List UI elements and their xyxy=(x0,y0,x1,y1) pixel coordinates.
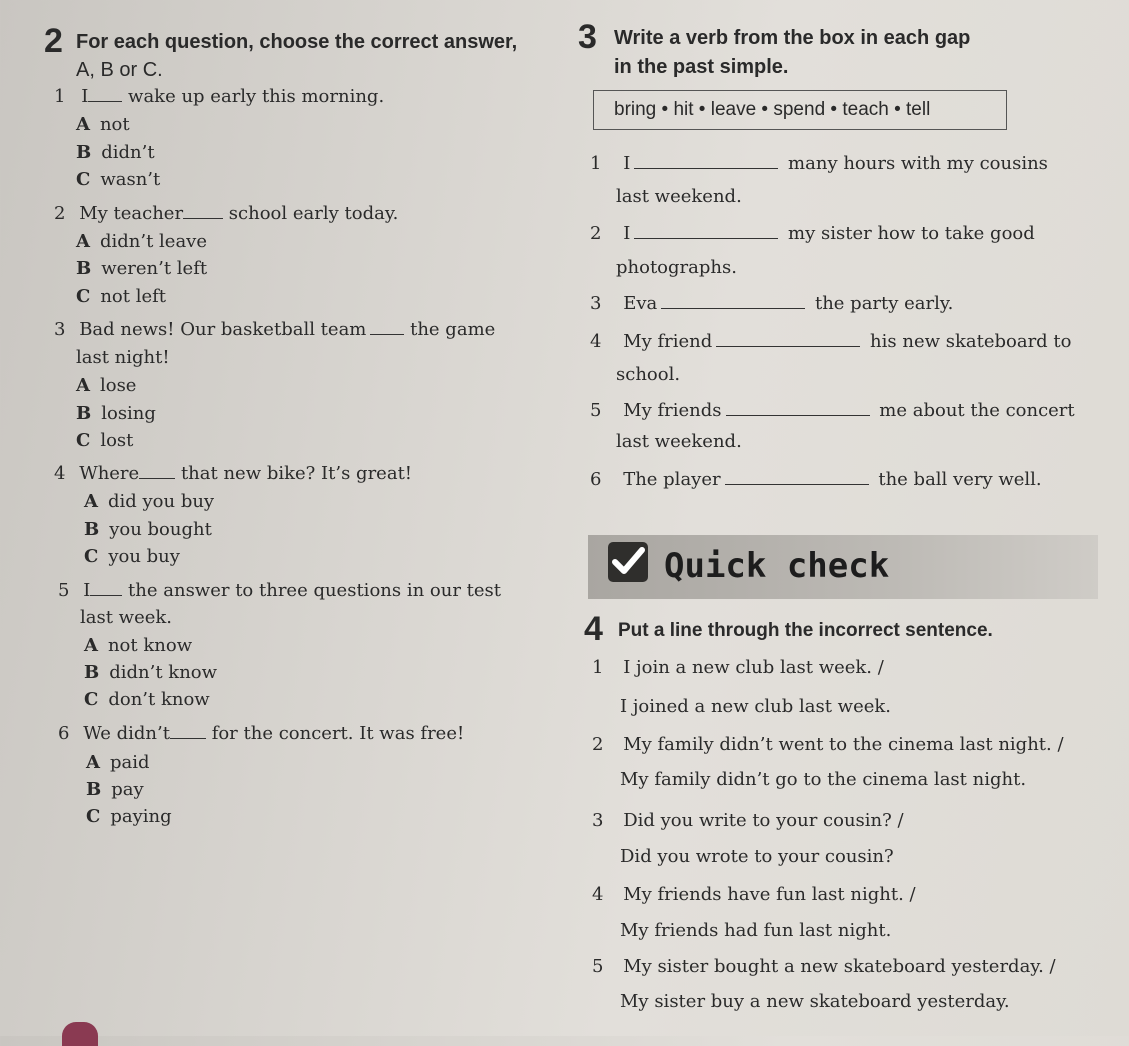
option-letter: A xyxy=(84,491,98,512)
question-text-post: for the concert. It was free! xyxy=(211,723,465,744)
answer-blank[interactable] xyxy=(661,307,805,309)
option-text: don’t know xyxy=(108,689,210,710)
ex4-item-3-line2[interactable]: Did you wrote to your cousin? xyxy=(620,846,894,867)
option-text: did you buy xyxy=(107,491,215,512)
ex3-item-5 xyxy=(590,400,1075,421)
sentence-option-1[interactable]: My family didn’t went to the cinema last night. / xyxy=(623,734,1064,755)
ex2-q6-option-c[interactable] xyxy=(86,806,172,827)
item-number: 1 xyxy=(592,657,604,678)
ex4-item-1[interactable] xyxy=(592,657,884,678)
question-number: 4 xyxy=(54,463,66,484)
ex2-q1-option-b[interactable] xyxy=(76,142,155,163)
question-text-post: that new bike? It’s great! xyxy=(180,463,413,484)
ex2-q4-option-c[interactable] xyxy=(84,546,180,567)
item-text-post: the party early. xyxy=(814,293,954,314)
ex2-q6-option-b[interactable] xyxy=(86,779,144,800)
exercise-3-heading-line1: Write a verb from the box in each gap xyxy=(614,27,971,49)
ex2-q5-option-c[interactable] xyxy=(84,689,210,710)
ex2-q6-option-a[interactable] xyxy=(86,752,150,773)
question-text-pre: Bad news! Our basketball team xyxy=(79,319,367,340)
ex4-item-5[interactable] xyxy=(592,956,1056,977)
question-text-post: school early today. xyxy=(228,203,399,224)
option-letter: A xyxy=(84,635,98,656)
answer-blank[interactable] xyxy=(90,594,122,596)
exercise-4-heading: Put a line through the incorrect sentence. xyxy=(618,620,993,641)
option-letter: C xyxy=(76,286,91,307)
ex3-item-2 xyxy=(590,223,1035,244)
ex3-item-4 xyxy=(590,331,1072,352)
exercise-3-number: 3 xyxy=(578,18,597,56)
item-text-post: the ball very well. xyxy=(878,469,1042,490)
checkmark-icon xyxy=(608,542,648,582)
option-letter: C xyxy=(86,806,101,827)
option-letter: B xyxy=(84,662,100,683)
ex2-q4-option-b[interactable] xyxy=(84,519,212,540)
option-text: not xyxy=(99,114,130,135)
answer-blank[interactable] xyxy=(725,483,869,485)
ex2-q5-line2: last week. xyxy=(80,607,173,628)
ex2-question-5 xyxy=(58,580,501,601)
option-text: you buy xyxy=(108,546,180,567)
answer-blank[interactable] xyxy=(139,477,175,479)
ex2-q3-line2: last night! xyxy=(76,347,170,368)
quick-check-title: Quick check xyxy=(664,546,890,586)
item-number: 3 xyxy=(592,810,604,831)
option-text: paid xyxy=(109,752,150,773)
answer-blank[interactable] xyxy=(716,345,860,347)
answer-blank[interactable] xyxy=(370,333,404,335)
item-text-post: my sister how to take good xyxy=(788,223,1035,244)
option-text: lost xyxy=(100,430,134,451)
ex2-question-2 xyxy=(54,203,398,224)
option-text: pay xyxy=(111,779,144,800)
question-text-pre: Where xyxy=(79,463,140,484)
option-text: lose xyxy=(99,375,137,396)
exercise-3-heading-line2: in the past simple. xyxy=(614,56,789,78)
answer-blank[interactable] xyxy=(183,217,223,219)
sentence-option-1[interactable]: My sister bought a new skateboard yesterday. / xyxy=(623,956,1056,977)
ex3-item-1-line2: last weekend. xyxy=(616,186,742,207)
ex2-question-6 xyxy=(58,723,464,744)
item-text-post: many hours with my cousins xyxy=(788,153,1048,174)
item-number: 4 xyxy=(590,331,602,352)
option-text: weren’t left xyxy=(101,258,208,279)
question-number: 1 xyxy=(54,86,66,107)
option-text: didn’t xyxy=(101,142,155,163)
question-number: 2 xyxy=(54,203,66,224)
item-number: 3 xyxy=(590,293,602,314)
question-number: 3 xyxy=(54,319,66,340)
item-text-post: his new skateboard to xyxy=(870,331,1072,352)
ex3-item-1 xyxy=(590,153,1048,174)
item-number: 2 xyxy=(590,223,602,244)
item-text-pre: My friends xyxy=(623,400,722,421)
option-letter: C xyxy=(76,169,91,190)
answer-blank[interactable] xyxy=(88,100,122,102)
option-letter: B xyxy=(76,142,92,163)
ex4-item-2[interactable] xyxy=(592,734,1064,755)
item-number: 4 xyxy=(592,884,604,905)
sentence-option-1[interactable]: My friends have fun last night. / xyxy=(623,884,916,905)
ex4-item-4-line2[interactable]: My friends had fun last night. xyxy=(620,920,892,941)
item-text-pre: I xyxy=(623,153,631,174)
item-text-pre: Eva xyxy=(623,293,658,314)
ex2-q2-option-c[interactable] xyxy=(76,286,166,307)
ex2-question-4 xyxy=(54,463,412,484)
item-number: 2 xyxy=(592,734,604,755)
option-letter: B xyxy=(76,258,92,279)
ex2-q1-option-c[interactable] xyxy=(76,169,160,190)
answer-blank[interactable] xyxy=(726,414,870,416)
option-text: losing xyxy=(101,403,156,424)
ex3-item-3 xyxy=(590,293,953,314)
ex2-question-1 xyxy=(54,86,384,107)
ex3-item-6 xyxy=(590,469,1042,490)
ex2-q5-option-b[interactable] xyxy=(84,662,217,683)
answer-blank[interactable] xyxy=(634,167,778,169)
option-text: not left xyxy=(100,286,167,307)
item-number: 5 xyxy=(590,400,602,421)
exercise-2-number: 2 xyxy=(44,22,63,60)
option-text: didn’t know xyxy=(109,662,218,683)
option-letter: A xyxy=(76,375,90,396)
ex4-item-1-line2[interactable]: I joined a new club last week. xyxy=(620,696,892,717)
ex2-q1-option-a[interactable] xyxy=(76,114,130,135)
item-number: 5 xyxy=(592,956,604,977)
option-letter: A xyxy=(76,231,90,252)
ex2-q2-option-b[interactable] xyxy=(76,258,207,279)
option-letter: B xyxy=(86,779,102,800)
option-letter: A xyxy=(76,114,90,135)
option-text: paying xyxy=(110,806,172,827)
option-text: didn’t leave xyxy=(99,231,208,252)
option-text: you bought xyxy=(109,519,212,540)
option-letter: B xyxy=(84,519,100,540)
ex2-q3-option-a[interactable] xyxy=(76,375,136,396)
ex4-item-2-line2[interactable]: My family didn’t go to the cinema last night. xyxy=(620,769,1027,790)
ex2-question-3 xyxy=(54,319,495,340)
exercise-2-heading-line1: For each question, choose the correct answer, xyxy=(76,31,518,53)
ex4-item-3[interactable] xyxy=(592,810,904,831)
ex2-q2-option-a[interactable] xyxy=(76,231,207,252)
answer-blank[interactable] xyxy=(170,737,206,739)
answer-blank[interactable] xyxy=(634,237,778,239)
ex3-item-2-line2: photographs. xyxy=(616,257,737,278)
item-text-pre: The player xyxy=(623,469,721,490)
question-text-post: wake up early this morning. xyxy=(128,86,385,107)
option-text: wasn’t xyxy=(100,169,161,190)
question-text-pre: I xyxy=(81,86,89,107)
question-text-pre: I xyxy=(83,580,91,601)
option-letter: C xyxy=(84,546,99,567)
item-text-post: me about the concert xyxy=(879,400,1075,421)
item-number: 6 xyxy=(590,469,602,490)
question-number: 6 xyxy=(58,723,70,744)
ex3-item-5-line2: last weekend. xyxy=(616,431,742,452)
verb-word-box: bring • hit • leave • spend • teach • tell xyxy=(593,90,1007,130)
ex3-item-4-line2: school. xyxy=(616,364,681,385)
sentence-option-1[interactable]: Did you write to your cousin? / xyxy=(623,810,904,831)
option-letter: C xyxy=(84,689,99,710)
ex2-q3-option-b[interactable] xyxy=(76,403,156,424)
question-text-pre: We didn’t xyxy=(83,723,170,744)
sentence-option-1[interactable]: I join a new club last week. / xyxy=(623,657,884,678)
ex4-item-5-line2[interactable]: My sister buy a new skateboard yesterday. xyxy=(620,991,1010,1012)
ex2-q3-option-c[interactable] xyxy=(76,430,133,451)
item-text-pre: My friend xyxy=(623,331,713,352)
item-text-pre: I xyxy=(623,223,631,244)
option-letter: B xyxy=(76,403,92,424)
option-letter: A xyxy=(86,752,100,773)
question-text-post: the game xyxy=(410,319,496,340)
exercise-4-number: 4 xyxy=(584,610,603,648)
question-text-post: the answer to three questions in our test xyxy=(128,580,502,601)
ex2-q5-option-a[interactable] xyxy=(84,635,192,656)
option-letter: C xyxy=(76,430,91,451)
option-text: not know xyxy=(107,635,193,656)
item-number: 1 xyxy=(590,153,602,174)
ex4-item-4[interactable] xyxy=(592,884,916,905)
ex2-q4-option-a[interactable] xyxy=(84,491,214,512)
question-number: 5 xyxy=(58,580,70,601)
page-number-tab xyxy=(62,1022,98,1046)
exercise-2-heading-line2: A, B or C. xyxy=(76,59,163,81)
question-text-pre: My teacher xyxy=(79,203,184,224)
